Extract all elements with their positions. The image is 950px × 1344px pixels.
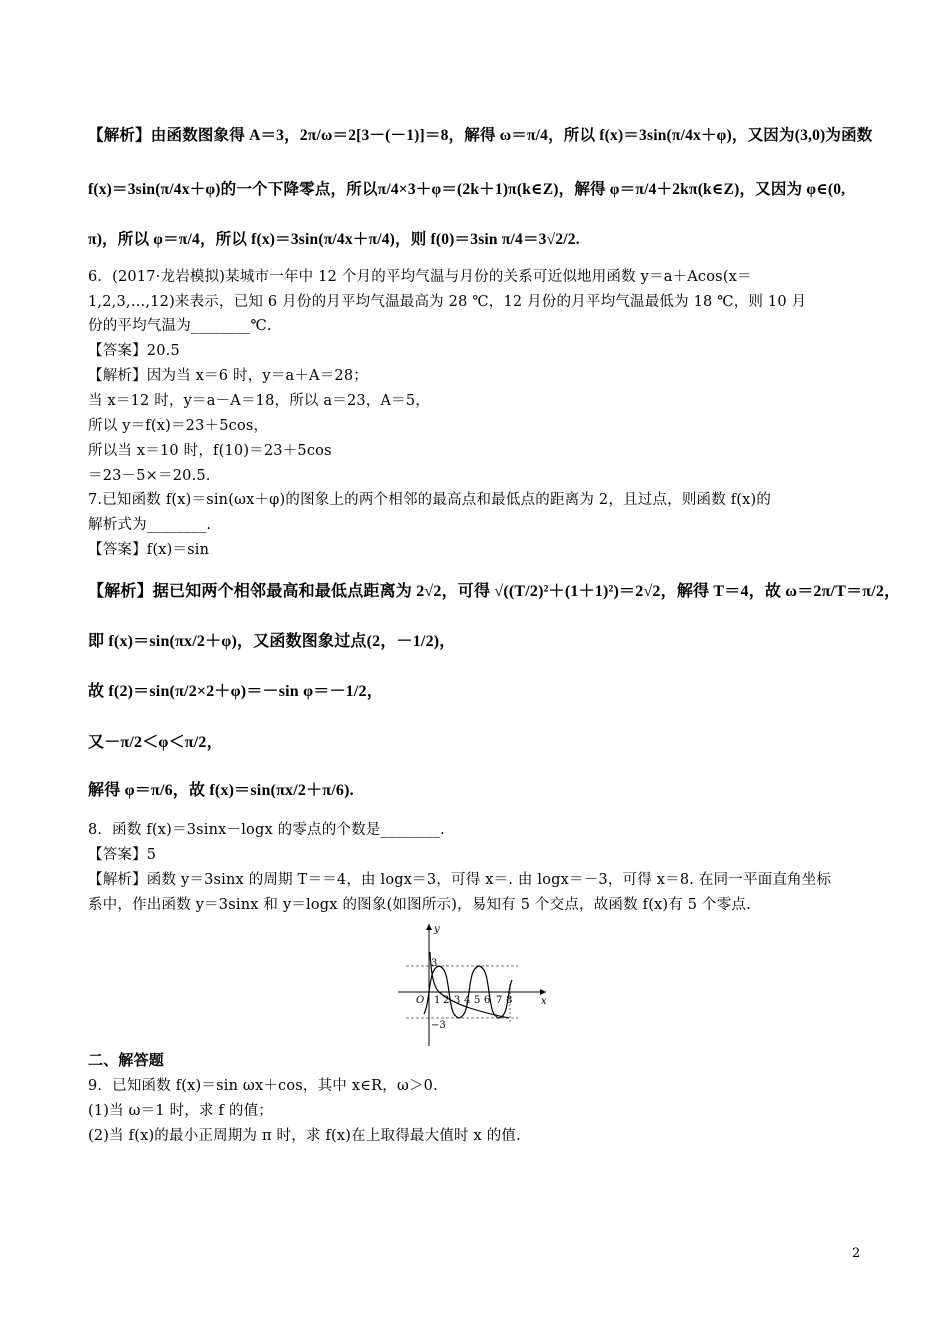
analysis-6-line-4: 所以当 x＝10 时，f(10)＝23＋5cos xyxy=(88,443,332,459)
tick-3: 3 xyxy=(454,995,461,1006)
y-axis-label: y xyxy=(434,924,440,935)
tick-1: 1 xyxy=(434,995,441,1006)
tick-7: 7 xyxy=(496,995,503,1006)
x-axis-arrow xyxy=(540,989,546,995)
question-9-line-1: 9．已知函数 f(x)＝sin ωx＋cos，其中 x∈R，ω＞0. xyxy=(88,1078,438,1094)
question-7-line-1: 7.已知函数 f(x)＝sin(ωx＋φ)的图象上的两个相邻的最高点和最低点的距离为 2，且过点，则函数 f(x)的 xyxy=(88,492,772,508)
tick-2: 2 xyxy=(443,995,450,1006)
analysis-7-line-3: 故 f(2)＝sin(π/2×2＋φ)＝－sin φ＝－1/2， xyxy=(88,683,383,700)
tick-4: 4 xyxy=(464,995,471,1006)
tick-8: 8 xyxy=(506,995,513,1006)
y-axis-arrow xyxy=(426,924,432,930)
analysis-7-line-4: 又－π/2＜φ＜π/2， xyxy=(88,734,223,751)
question-7-line-2: 解析式为________. xyxy=(88,517,212,533)
answer-8: 【答案】5 xyxy=(88,847,157,863)
analysis-7-line-5: 解得 φ＝π/6，故 f(x)＝sin(πx/2＋π/6). xyxy=(88,782,354,799)
question-8: 8．函数 f(x)＝3sinx－logx 的零点的个数是________. xyxy=(88,822,445,838)
analysis-7-line-2: 即 f(x)＝sin(πx/2＋φ)，又函数图象过点(2，－1/2)， xyxy=(88,633,456,650)
label-3: 3 xyxy=(431,958,438,969)
label-neg3: −3 xyxy=(431,1020,446,1031)
analysis-5-line-1: 【解析】由函数图象得 A＝3，2π/ω＝2[3－(－1)]＝8，解得 ω＝π/4，所以 f(x)＝3sin(π/4x＋φ)，又因为(3,0)为函数 xyxy=(88,127,873,144)
sine-log-graph xyxy=(398,922,552,1046)
analysis-5-line-3: π)，所以 φ＝π/4，所以 f(x)＝3sin(π/4x＋π/4)，则 f(0)＝3sin π/4＝3√2/2. xyxy=(88,231,580,248)
answer-7: 【答案】f(x)＝sin xyxy=(88,542,210,558)
origin-label: O xyxy=(416,995,425,1006)
question-9-part-1: (1)当 ω＝1 时，求 f 的值； xyxy=(88,1103,273,1119)
section-heading-answer-questions: 二、解答题 xyxy=(88,1053,165,1069)
question-9-part-2: (2)当 f(x)的最小正周期为 π 时，求 f(x)在上取得最大值时 x 的值. xyxy=(88,1128,521,1144)
question-6-line-3: 份的平均气温为________℃. xyxy=(88,318,272,334)
x-axis-label: x xyxy=(541,996,547,1007)
analysis-7-line-1: 【解析】据已知两个相邻最高和最低点距离为 2√2，可得 √((T/2)²＋(1＋1)²)＝2√2，解得 T＝4，故 ω＝2π/T＝π/2， xyxy=(88,583,901,600)
analysis-6-line-3: 所以 y＝f(x)＝23＋5cos， xyxy=(88,418,269,434)
analysis-6-line-1: 【解析】因为当 x＝6 时，y＝a＋A＝28； xyxy=(88,368,368,384)
page-number: 2 xyxy=(852,1246,861,1261)
analysis-8-line-1: 【解析】函数 y＝3sinx 的周期 T＝＝4，由 logx＝3，可得 x＝. 由 logx＝－3，可得 x＝8. 在同一平面直角坐标 xyxy=(88,872,832,888)
tick-6: 6 xyxy=(484,995,491,1006)
analysis-6-line-5: ＝23－5×＝20.5. xyxy=(88,468,211,484)
answer-6: 【答案】20.5 xyxy=(88,343,180,359)
analysis-5-line-2: f(x)＝3sin(π/4x＋φ)的一个下降零点，所以π/4×3＋φ＝(2k＋1)π(k∈Z)，解得 φ＝π/4＋2kπ(k∈Z)，又因为 φ∈(0, xyxy=(88,181,846,198)
question-6-line-2: 1,2,3,…,12)来表示，已知 6 月份的月平均气温最高为 28 ℃，12 月份的月平均气温最低为 18 ℃，则 10 月 xyxy=(88,294,807,310)
analysis-8-line-2: 系中，作出函数 y＝3sinx 和 y＝logx 的图象(如图所示)，易知有 5 个交点，故函数 f(x)有 5 个零点. xyxy=(88,897,751,913)
analysis-6-line-2: 当 x＝12 时，y＝a－A＝18，所以 a＝23，A＝5， xyxy=(88,393,431,409)
tick-5: 5 xyxy=(474,995,481,1006)
question-6-line-1: 6．(2017·龙岩模拟)某城市一年中 12 个月的平均气温与月份的关系可近似地用函数 y＝a＋Acos(x＝ xyxy=(88,269,752,285)
